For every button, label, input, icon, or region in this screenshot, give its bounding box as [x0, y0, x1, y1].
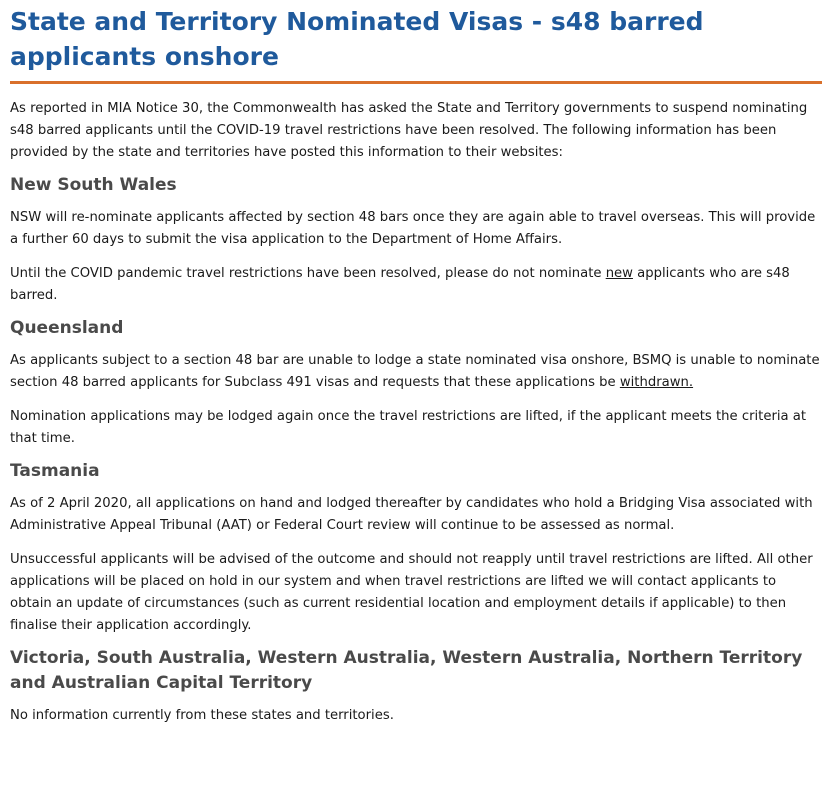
- other-states-paragraph: No information currently from these states and territories.: [10, 708, 394, 723]
- new-link[interactable]: new: [605, 266, 633, 281]
- nsw-paragraph-2: [10, 263, 822, 307]
- nsw-paragraph-2-text-a: Until the COVID pandemic travel restrictions have been resolved, please do not nominate: [10, 266, 606, 281]
- page-title: State and Territory Nominated Visas - s48 barred applicants onshore: [10, 7, 704, 71]
- tas-paragraph-1: As of 2 April 2020, all applications on hand and lodged thereafter by candidates who hold a Bridging Visa associated with Administrative Appeal Tribunal (AAT) or Federal Court review will continue to be assessed as normal.: [10, 496, 813, 533]
- article: [10, 0, 822, 727]
- withdrawn-link[interactable]: withdrawn.: [619, 375, 694, 390]
- tas-paragraph-2: Unsuccessful applicants will be advised of the outcome and should not reapply until travel restrictions are lifted. All other applications will be placed on hold in our system and when travel restrictions are lifted we will contact applicants to obtain an update of circumstances (such as current residential location and employment details if applicable) to then finalise their application accordingly.: [10, 552, 813, 633]
- qld-paragraph-1: [10, 350, 822, 394]
- heading-tasmania: Tasmania: [10, 461, 100, 481]
- nsw-paragraph-2-text-b: applicants who are s48 barred.: [10, 266, 790, 303]
- intro-paragraph: As reported in MIA Notice 30, the Commonwealth has asked the State and Territory governments to suspend nominating s48 barred applicants until the COVID-19 travel restrictions have been resolved. The following information has been provided by the state and territories have posted this information to their websites:: [10, 101, 808, 160]
- heading-nsw: New South Wales: [10, 175, 177, 195]
- qld-paragraph-1-text: As applicants subject to a section 48 bar are unable to lodge a state nominated visa onshore, BSMQ is unable to nominate section 48 barred applicants for Subclass 491 visas and requests that these applications be: [10, 353, 820, 390]
- qld-paragraph-2: Nomination applications may be lodged again once the travel restrictions are lifted, if the applicant meets the criteria at that time.: [10, 409, 807, 446]
- nsw-paragraph-1: NSW will re-nominate applicants affected by section 48 bars once they are again able to travel overseas. This will provide a further 60 days to submit the visa application to the Department of Home Affairs.: [10, 210, 816, 247]
- heading-queensland: Queensland: [10, 318, 124, 338]
- title-divider: [10, 81, 822, 84]
- heading-other-states: Victoria, South Australia, Western Australia, Western Australia, Northern Territory and Australian Capital Territory: [10, 648, 803, 693]
